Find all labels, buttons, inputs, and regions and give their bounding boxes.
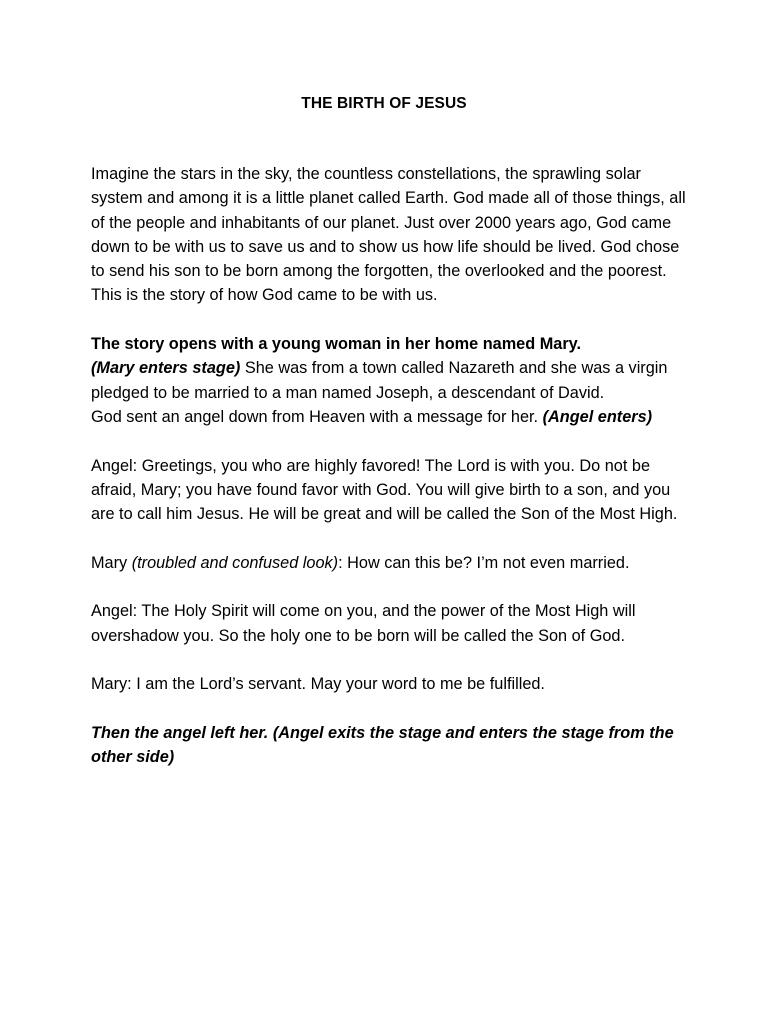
document-body <box>91 162 691 769</box>
paragraph-spacer <box>91 697 691 721</box>
scene-paragraph <box>91 332 691 429</box>
mary-line-1 <box>91 551 691 575</box>
stage-direction-mary-troubled: (troubled and confused look) <box>131 553 339 572</box>
document-title: THE BIRTH OF JESUS <box>301 95 467 112</box>
angel-left-paragraph: Then the angel left her. (Angel exits the stage and enters the stage from the other side) <box>91 723 674 767</box>
nazareth-text: She was from a town called Nazareth and she was a virgin pledged to be married to a man named Joseph, a descendant of David. <box>91 359 668 402</box>
angel-line-1: Angel: Greetings, you who are highly favored! The Lord is with you. Do not be afraid, Mary; you have found favor with God. You will give birth to a son, and you are to call him Jesus. He will be great and will be called the Son of the Most High. <box>91 456 678 524</box>
paragraph-spacer <box>91 429 691 453</box>
mary-line-2: Mary: I am the Lord’s servant. May your word to me be fulfilled. <box>91 675 545 694</box>
stage-direction-mary-enters: (Mary enters stage) <box>91 359 241 378</box>
mary-line-1-text: : How can this be? I’m not even married. <box>338 553 630 572</box>
stage-direction-angel-enters: (Angel enters) <box>542 407 653 426</box>
mary-speaker: Mary <box>91 553 132 572</box>
scene-open-text: The story opens with a young woman in her home named Mary. <box>91 335 582 354</box>
paragraph-spacer <box>91 526 691 550</box>
paragraph-spacer <box>91 308 691 332</box>
intro-paragraph: Imagine the stars in the sky, the countless constellations, the sprawling solar system and among it is a little planet called Earth. God made all of those things, all of the people and inhabitants of our planet. Just over 2000 years ago, God came down to be with us to save us and to show us how life should be lived. God chose to send his son to be born among the forgotten, the overlooked and the poorest. This is the story of how God came to be with us. <box>91 165 686 305</box>
paragraph-spacer <box>91 648 691 672</box>
paragraph-spacer <box>91 575 691 599</box>
angel-sent-text: God sent an angel down from Heaven with a message for her. <box>91 407 543 426</box>
angel-line-2: Angel: The Holy Spirit will come on you, and the power of the Most High will overshadow you. So the holy one to be born will be called the Son of God. <box>91 602 636 645</box>
